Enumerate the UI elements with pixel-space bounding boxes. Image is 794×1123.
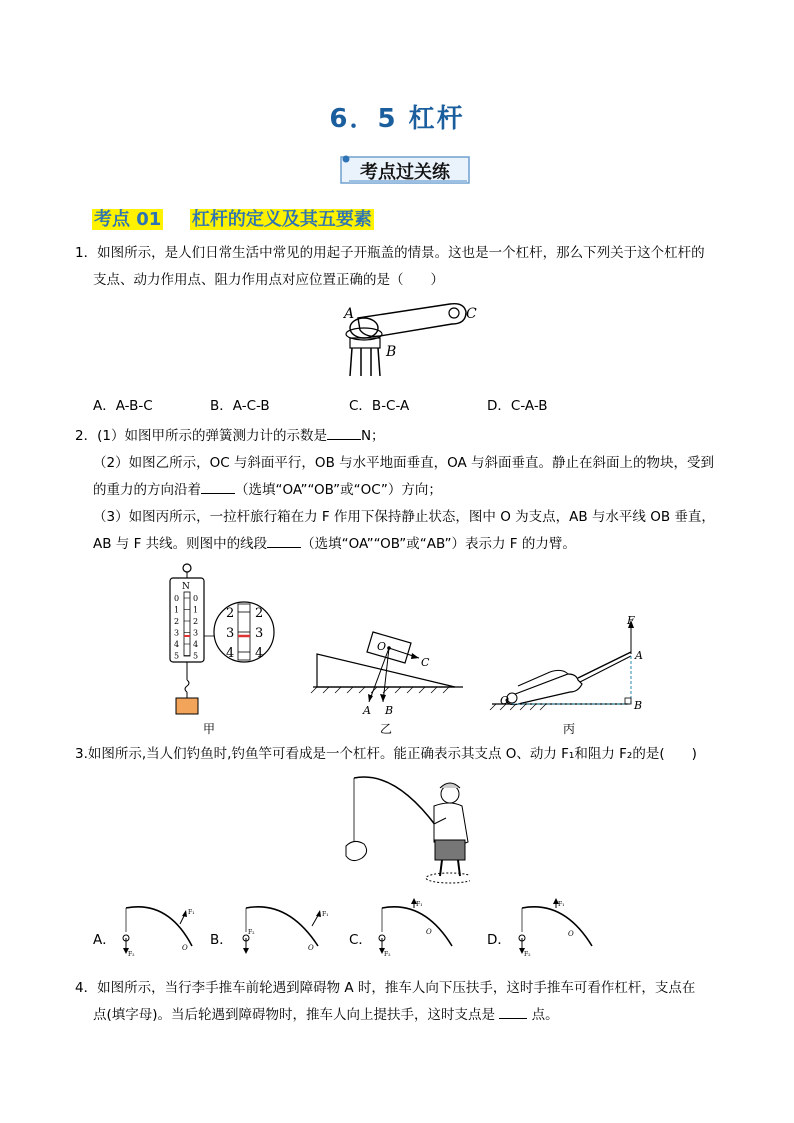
q3-diagram-b (232, 898, 332, 964)
incline-label-o: O (377, 640, 387, 653)
badge-label: 考点过关练 (360, 162, 450, 183)
opener-label-b: B (386, 344, 397, 360)
q2-blank-2[interactable] (201, 481, 235, 494)
q3-option-c[interactable]: C． (349, 932, 372, 948)
scale-unit: N (182, 582, 190, 592)
page-title: 6．5 杠杆 (329, 104, 465, 134)
spring-scale-figure (160, 562, 280, 722)
q2-part4: （3）如图丙所示，一拉杆旅行箱在力 F 作用下保持静止状态，图中 O 为支点，AB 与水平线 OB 垂直， (93, 509, 715, 525)
q4-line2-text: 点(填字母)。当后轮遇到障碍物时，推车人向上提扶手，这时支点是 (93, 1007, 496, 1023)
q3a-f2: F₂ (128, 951, 135, 958)
scale-tick-left-3: 3 (174, 628, 180, 638)
bottle-opener-figure (330, 296, 490, 386)
zoom-tick-left-3: 3 (226, 626, 235, 641)
q3d-f2: F₂ (524, 951, 531, 958)
q4-line2-end: 点。 (531, 1007, 559, 1023)
q3c-f2: F₂ (384, 951, 391, 958)
q2-blank-1[interactable] (327, 427, 361, 440)
section-heading (92, 205, 374, 231)
q2-blank-3[interactable] (267, 535, 301, 548)
q2-part1-text: 2．(1）如图甲所示的弹簧测力计的示数是 (75, 428, 327, 444)
q4-blank[interactable] (499, 1006, 527, 1019)
q3b-f2: F₂ (248, 929, 255, 936)
zoom-tick-right-3: 3 (255, 626, 264, 641)
scale-tick-right-3: 3 (193, 628, 199, 638)
q1-option-c[interactable]: C．B-C-A (349, 398, 410, 414)
suitcase-figure (488, 612, 658, 716)
scale-tick-right-4: 4 (193, 640, 199, 649)
q1-option-a[interactable]: A．A-B-C (93, 398, 153, 414)
case-label-f: F (627, 614, 635, 627)
q2-part3-lead: 的重力的方向沿着 (93, 482, 201, 498)
incline-label-a: A (363, 704, 371, 717)
opener-label-a: A (344, 306, 355, 322)
section-name: 杠杆的定义及其五要素 (191, 209, 372, 230)
scale-tick-left-4: 4 (174, 640, 180, 649)
q2-part2-text: OC 与斜面平行，OB 与水平地面垂直，OA 与斜面垂直。静止在斜面上的物块，受到 (209, 455, 715, 471)
scale-tick-right-1: 1 (193, 605, 199, 615)
scale-tick-left-2: 2 (174, 617, 180, 626)
q3c-f1: F₁ (416, 901, 423, 908)
zoom-tick-right-4: 4 (255, 646, 264, 661)
q3c-o: O (426, 928, 432, 936)
q2-part5 (93, 535, 576, 553)
q3-option-a[interactable]: A． (93, 932, 116, 948)
zoom-tick-right-2: 2 (255, 606, 264, 621)
q3b-o: O (308, 944, 314, 952)
section-badge (339, 154, 471, 186)
incline-figure (305, 620, 465, 720)
caption-bing: 丙 (563, 722, 576, 736)
q2-part3 (93, 481, 442, 499)
scale-tick-right-2: 2 (193, 617, 199, 626)
q1-line2: 支点、动力作用点、阻力作用点对应位置正确的是（ ） (93, 272, 444, 288)
zoom-tick-left-2: 2 (226, 606, 235, 621)
q2-part2-lead: （2）如图乙所示， (93, 455, 210, 471)
q2-part1-unit: N； (360, 428, 385, 444)
section-tag: 考点 01 (94, 209, 162, 230)
q1-option-b[interactable]: B．A-C-B (210, 398, 270, 414)
incline-label-b: B (385, 704, 394, 717)
q2-part5-lead: AB 与 F 共线。则图中的线段 (93, 536, 268, 552)
q4-line1: 4．如图所示，当行李手推车前轮遇到障碍物 A 时，推车人向下压扶手，这时手推车可看作杠杆，支点在 (75, 980, 696, 996)
q4-line2 (93, 1006, 559, 1024)
q2-part2 (93, 454, 714, 472)
q3d-o: O (568, 930, 574, 938)
opener-label-c: C (466, 306, 477, 322)
q3a-o: O (182, 944, 188, 952)
incline-label-c: C (421, 656, 430, 669)
case-label-o: O (500, 694, 510, 707)
q3-text: 3.如图所示,当人们钓鱼时,钓鱼竿可看成是一个杠杆。能正确表示其支点 O、动力 F₁和阻力 F₂的是( ) (75, 746, 697, 762)
q3-diagram-d (508, 898, 608, 964)
caption-jia: 甲 (203, 722, 216, 736)
q2-part3-text: （选填“OA”“OB”或“OC”）方向； (235, 482, 442, 498)
q2-part1 (75, 427, 385, 445)
q3-diagram-c (368, 898, 468, 964)
zoom-tick-left-4: 4 (226, 646, 235, 661)
q3-diagram-a (112, 898, 202, 964)
q3d-f1: F₁ (558, 901, 565, 908)
case-label-a: A (635, 649, 643, 662)
q3b-f1: F₁ (322, 911, 329, 918)
q3-option-b[interactable]: B． (210, 932, 233, 948)
q1-line1: 1．如图所示，是人们日常生活中常见的用起子开瓶盖的情景。这也是一个杠杆，那么下列关于这个杠杆的 (75, 245, 705, 261)
q1-option-d[interactable]: D．C-A-B (487, 398, 548, 414)
q3a-f1: F₁ (188, 909, 195, 916)
q3-option-d[interactable]: D． (487, 932, 511, 948)
fisherman-figure (338, 768, 470, 890)
scale-tick-right-0: 0 (193, 594, 199, 603)
q2-part5-text: （选填“OA”“OB”或“AB”）表示力 F 的力臂。 (301, 536, 576, 552)
case-label-b: B (634, 699, 643, 712)
caption-yi: 乙 (380, 722, 393, 736)
scale-tick-left-5: 5 (174, 651, 180, 661)
scale-tick-left-1: 1 (174, 605, 180, 615)
scale-tick-left-0: 0 (174, 594, 180, 603)
scale-tick-right-5: 5 (193, 651, 199, 661)
